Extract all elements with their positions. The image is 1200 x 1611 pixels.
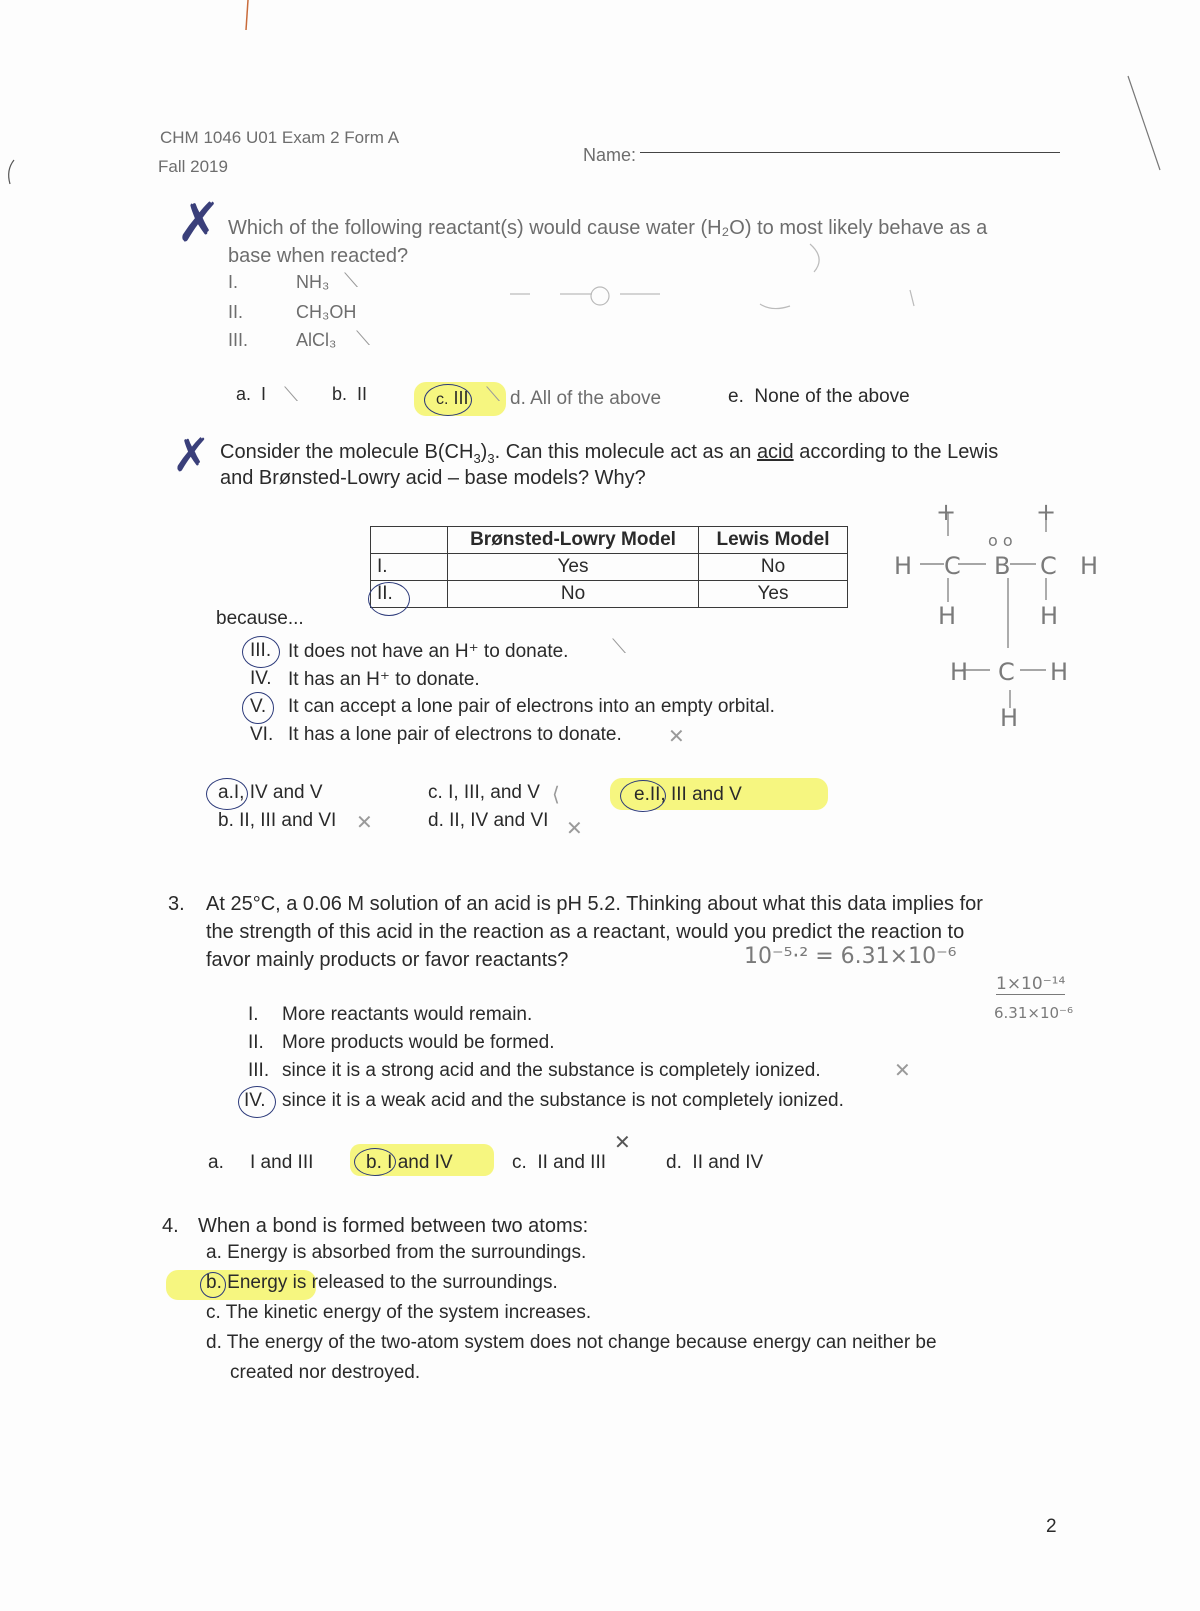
cross-mark: ⟍: [612, 636, 626, 658]
q3-statement-numeral: IV.: [244, 1090, 266, 1111]
q3-statement-text: since it is a strong acid and the substance is completely ionized.: [282, 1060, 821, 1081]
cross-mark: ⟍: [356, 328, 370, 350]
q3-choice-a-letter[interactable]: a.: [208, 1152, 224, 1173]
q4-choice-d[interactable]: d. The energy of the two-atom system does not change because energy can neither be: [206, 1332, 937, 1353]
page-number: 2: [1046, 1516, 1057, 1537]
q2-choice-d[interactable]: d. II, IV and VI: [428, 810, 549, 831]
q2-reason-numeral: III.: [250, 640, 272, 661]
q3-statement-text: More reactants would remain.: [282, 1004, 533, 1025]
table-cell: Yes: [699, 581, 848, 608]
svg-text:H: H: [1050, 658, 1069, 686]
q1-choice-a[interactable]: a. I: [236, 384, 267, 404]
q3-choice-c[interactable]: c. II and III: [512, 1152, 606, 1173]
q1-item-numeral: III.: [228, 330, 249, 350]
q1-choice-d[interactable]: d. All of the above: [510, 388, 662, 409]
cross-mark: ✕: [614, 1132, 631, 1154]
cross-mark: ⟨: [552, 784, 560, 806]
q1-choice-c[interactable]: c. III: [436, 388, 469, 408]
svg-text:C: C: [1040, 552, 1057, 580]
cross-mark: ✕: [356, 812, 373, 834]
table-cell: I.: [371, 554, 448, 581]
cross-mark: ⟍: [486, 384, 500, 406]
q3-text-line1: At 25°C, a 0.06 M solution of an acid is pH 5.2. Thinking about what this data implies for: [206, 893, 983, 915]
q1-text-line2: base when reacted?: [228, 245, 409, 267]
q1-item-numeral: II.: [228, 302, 244, 322]
svg-text:+: +: [1036, 498, 1057, 526]
svg-text:H: H: [1000, 704, 1019, 732]
q1-choice-e[interactable]: e. None of the above: [728, 386, 910, 407]
q3-number: 3.: [168, 893, 185, 915]
q2-reason-text: It has a lone pair of electrons to donate.: [288, 724, 622, 745]
svg-text:H: H: [1080, 552, 1099, 580]
q2-choice-a[interactable]: a.I, IV and V: [218, 782, 323, 803]
q4-choice-d-line2: created nor destroyed.: [230, 1362, 421, 1383]
cross-mark: ⟍: [284, 384, 298, 406]
svg-text:C: C: [998, 658, 1015, 686]
q3-text-line3: favor mainly products or favor reactants?: [206, 949, 569, 971]
svg-text:H: H: [938, 602, 957, 630]
q3-statement-numeral: I.: [248, 1004, 259, 1025]
name-label: Name:: [583, 145, 637, 165]
table-cell: No: [448, 581, 699, 608]
q4-choice-a[interactable]: a. Energy is absorbed from the surroundings.: [206, 1242, 587, 1263]
q3-choice-b[interactable]: b. I and IV: [366, 1152, 453, 1173]
q3-text-line2: the strength of this acid in the reaction as a reactant, would you predict the reaction to: [206, 921, 965, 943]
q4-number: 4.: [162, 1215, 179, 1237]
q2-choice-e[interactable]: e.II, III and V: [634, 784, 742, 805]
handwritten-ratio-bottom: 6.31×10⁻⁶: [994, 1004, 1073, 1022]
q3-statement-text: since it is a weak acid and the substance is not completely ionized.: [282, 1090, 844, 1111]
q2-reason-numeral: IV.: [250, 668, 272, 689]
q2-reason-text: It can accept a lone pair of electrons into an empty orbital.: [288, 696, 775, 717]
svg-text:C: C: [944, 552, 961, 580]
svg-text:H: H: [1040, 602, 1059, 630]
table-cell: Yes: [448, 554, 699, 581]
q3-statement-numeral: II.: [248, 1032, 264, 1053]
q1-item-numeral: I.: [228, 272, 239, 292]
q2-text-line2: and Brønsted-Lowry acid – base models? Why?: [220, 467, 646, 489]
q2-text-line1: Consider the molecule $B(CH_3)_3$. Can this molecule act as an acid according to the Lewis: [220, 441, 999, 466]
cross-mark: ✕: [668, 726, 685, 748]
q2-choice-b[interactable]: b. II, III and VI: [218, 810, 337, 831]
q2-choice-c[interactable]: c. I, III, and V: [428, 782, 540, 803]
q4-text: When a bond is formed between two atoms:: [198, 1215, 589, 1237]
q2-reason-text: It has an H⁺ to donate.: [288, 669, 480, 690]
q1-item-formula: CH₃OH: [296, 302, 357, 322]
q1-text-line1: Which of the following reactant(s) would cause water (H₂O) to most likely behave as a: [228, 217, 988, 239]
q4-choice-b[interactable]: b. Energy is released to the surroundings.: [206, 1272, 558, 1293]
svg-text:H: H: [894, 552, 913, 580]
cross-mark: ✕: [894, 1060, 911, 1082]
q1-item-formula: AlCl₃: [296, 330, 337, 350]
q1-item-formula: NH₃: [296, 272, 330, 292]
q2-reason-numeral: V.: [250, 696, 267, 717]
course-title: CHM 1046 U01 Exam 2 Form A: [160, 128, 400, 147]
q2-reason-text: It does not have an H⁺ to donate.: [288, 641, 569, 662]
q1-choice-b[interactable]: b. II: [332, 384, 368, 404]
term: Fall 2019: [158, 157, 228, 176]
table-header: Brønsted-Lowry Model: [448, 527, 699, 554]
q3-statement-numeral: III.: [248, 1060, 270, 1081]
wrong-x-mark-q1: ✗: [176, 191, 222, 254]
handwritten-ratio-top: 1×10⁻¹⁴: [996, 974, 1066, 994]
cross-mark: ✕: [566, 818, 583, 840]
q3-statement-text: More products would be formed.: [282, 1032, 555, 1053]
q3-choice-a-text[interactable]: I and III: [250, 1152, 314, 1173]
svg-text:H: H: [950, 658, 969, 686]
svg-text:B: B: [994, 552, 1011, 580]
q2-reason-numeral: VI.: [250, 724, 274, 745]
table-header: Lewis Model: [699, 527, 848, 554]
cross-mark: ⟍: [344, 270, 358, 292]
svg-text:+: +: [936, 498, 957, 526]
svg-text:o o: o o: [988, 531, 1013, 550]
because-label: because...: [216, 608, 304, 629]
table-cell: II.: [371, 581, 448, 608]
wrong-x-mark-q2: ✗: [172, 428, 211, 482]
table-cell: No: [699, 554, 848, 581]
q4-choice-c[interactable]: c. The kinetic energy of the system increases.: [206, 1302, 592, 1323]
q3-choice-d[interactable]: d. II and IV: [666, 1152, 764, 1173]
handwritten-calculation: 10⁻⁵·² = 6.31×10⁻⁶: [744, 944, 957, 969]
